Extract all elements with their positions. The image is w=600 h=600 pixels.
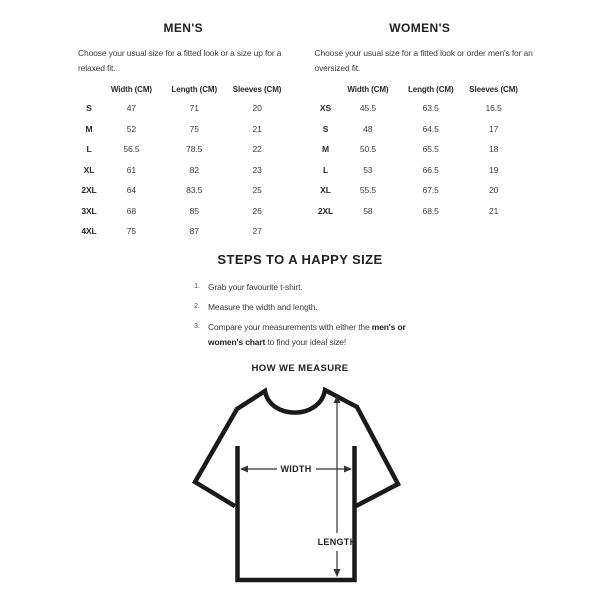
mens-description xyxy=(78,46,289,76)
length-cell: 67.5 xyxy=(422,185,439,196)
width-cell: 48 xyxy=(363,123,373,134)
column-header-width: Width (CM) xyxy=(347,84,389,94)
sleeves-cell: 20 xyxy=(252,103,262,114)
womens-description xyxy=(314,46,533,76)
sleeves-cell: 23 xyxy=(252,164,262,175)
sleeves-cell: 22 xyxy=(252,144,262,155)
steps-list xyxy=(191,280,409,350)
womens-title: WOMEN'S xyxy=(389,21,451,35)
sleeves-cell: 16.5 xyxy=(485,103,502,114)
womens-size-table xyxy=(315,80,526,221)
width-cell: 68 xyxy=(126,205,137,216)
length-cell: 65.5 xyxy=(422,144,439,155)
column-header-blank xyxy=(78,80,100,98)
size-cell: 3XL xyxy=(81,205,97,216)
size-cell: M xyxy=(322,144,329,155)
sleeves-cell: 26 xyxy=(252,205,262,216)
womens-description-line: Choose your usual size for a fitted look or order men's for an xyxy=(314,48,533,58)
tshirt-top-outline xyxy=(195,390,398,505)
column-header-width: Width (CM) xyxy=(110,84,152,94)
width-cell: 56.5 xyxy=(123,144,140,155)
measure-title: HOW WE MEASURE xyxy=(251,362,349,374)
step-item xyxy=(191,320,409,350)
step-number: 3. xyxy=(194,322,200,330)
length-cell: 78.5 xyxy=(186,144,203,155)
size-cell: XL xyxy=(83,164,95,175)
step-text: Compare your measurements with either the men's or women's chart to find your ideal size! xyxy=(208,321,406,347)
sleeves-cell: 19 xyxy=(488,164,499,175)
tshirt-diagram xyxy=(190,387,410,587)
sleeves-cell: 20 xyxy=(488,185,499,196)
width-cell: 64 xyxy=(126,185,137,196)
mens-section xyxy=(78,20,289,242)
length-arrowhead-bottom xyxy=(334,569,341,577)
width-arrowhead-left xyxy=(240,465,248,472)
width-arrowhead-right xyxy=(344,465,352,472)
length-cell: 68.5 xyxy=(422,205,439,216)
width-cell: 47 xyxy=(126,103,137,114)
size-cell: 4XL xyxy=(81,226,97,237)
width-cell: 45.5 xyxy=(359,103,376,114)
width-cell: 53 xyxy=(363,164,373,175)
width-cell: 52 xyxy=(126,123,137,134)
size-cell: 2XL xyxy=(317,205,334,216)
mens-size-table xyxy=(78,80,289,242)
length-cell: 63.5 xyxy=(422,103,439,114)
sleeves-cell: 18 xyxy=(488,144,499,155)
length-cell: 71 xyxy=(189,103,199,114)
width-label: WIDTH xyxy=(280,463,312,474)
size-cell: XS xyxy=(319,103,332,114)
length-cell: 87 xyxy=(189,226,199,237)
length-cell: 82 xyxy=(189,164,199,175)
sleeves-cell: 17 xyxy=(488,123,499,134)
womens-description-line: oversized fit. xyxy=(314,63,361,73)
width-cell: 50.5 xyxy=(359,144,376,155)
length-cell: 83.5 xyxy=(186,185,203,196)
step-number: 2. xyxy=(194,302,200,310)
length-label: LENGTH xyxy=(317,536,357,547)
column-header-blank xyxy=(315,80,337,98)
size-cell: 2XL xyxy=(81,185,97,196)
sleeves-cell: 25 xyxy=(252,185,262,196)
size-chart-columns xyxy=(0,0,600,242)
step-number: 1. xyxy=(194,282,200,290)
sleeves-cell: 21 xyxy=(488,205,499,216)
width-cell: 58 xyxy=(363,205,373,216)
column-header-sleeves: Sleeves (CM) xyxy=(469,84,518,94)
width-cell: 55.5 xyxy=(359,185,376,196)
mens-description-line: relaxed fit. xyxy=(78,63,116,73)
size-cell: XL xyxy=(320,185,331,196)
steps-section xyxy=(0,252,600,350)
size-cell: S xyxy=(322,123,329,134)
sleeves-cell: 21 xyxy=(252,123,262,134)
length-cell: 66.5 xyxy=(422,164,439,175)
steps-title: STEPS TO A HAPPY SIZE xyxy=(217,251,383,267)
column-header-sleeves: Sleeves (CM) xyxy=(232,84,282,94)
length-cell: 85 xyxy=(189,205,199,216)
step-item xyxy=(191,280,409,295)
size-cell: L xyxy=(86,144,92,155)
womens-section xyxy=(314,20,533,242)
length-cell: 64.5 xyxy=(422,123,439,134)
length-cell: 75 xyxy=(189,123,199,134)
width-cell: 61 xyxy=(126,164,137,175)
step-item xyxy=(191,300,409,315)
mens-description-line: Choose your usual size for a fitted look or a size up for a xyxy=(78,48,282,58)
width-cell: 75 xyxy=(126,226,137,237)
size-cell: S xyxy=(86,103,92,114)
step-text: Grab your favourite t-shirt. xyxy=(208,281,303,292)
mens-title: MEN'S xyxy=(163,21,204,35)
measure-section xyxy=(0,362,600,587)
column-header-length: Length (CM) xyxy=(407,84,454,94)
size-cell: L xyxy=(322,164,329,175)
sleeves-cell: 27 xyxy=(252,226,262,237)
size-cell: M xyxy=(85,123,93,134)
column-header-length: Length (CM) xyxy=(171,84,218,94)
step-text: Measure the width and length. xyxy=(208,301,318,312)
